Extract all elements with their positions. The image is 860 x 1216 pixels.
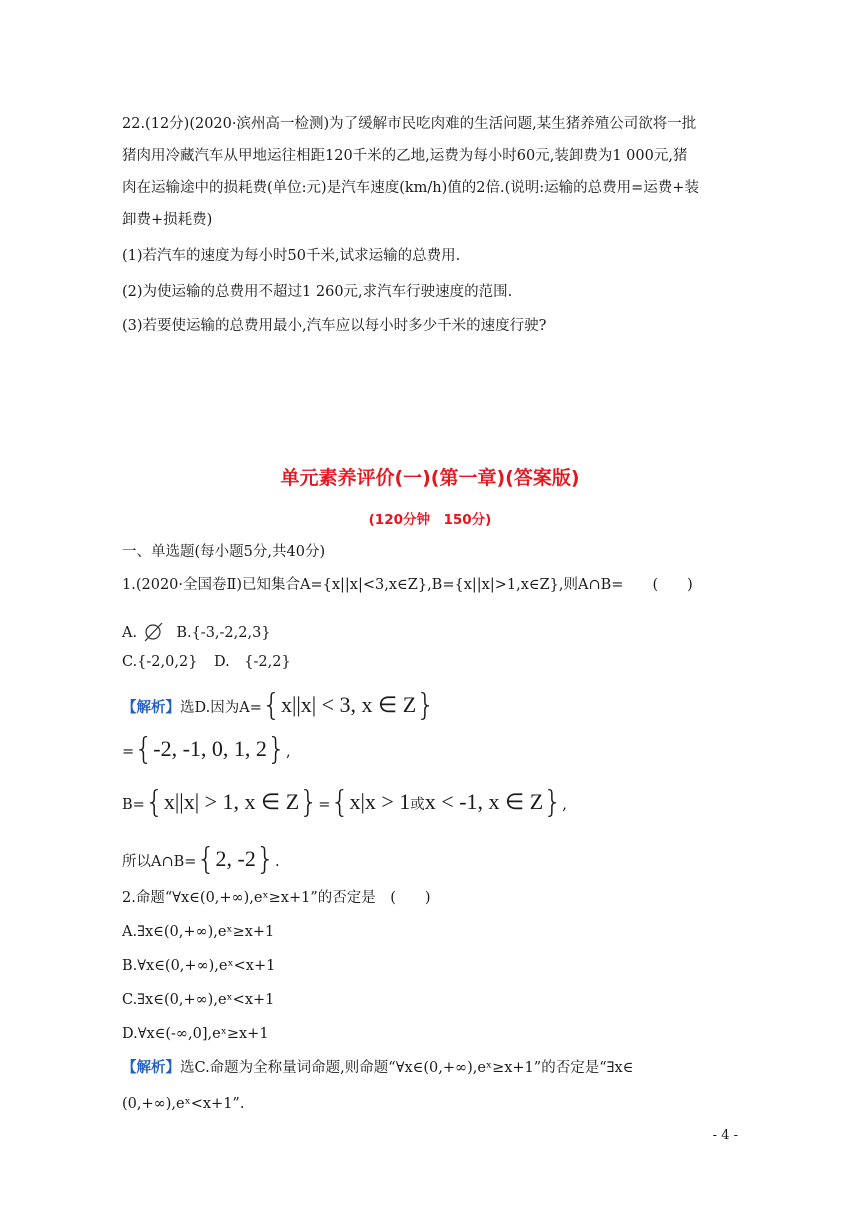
q22-part-1: (1)若汽车的速度为每小时50千米,试求运输的总费用. <box>122 248 461 264</box>
q1-option-c: C.{-2,0,2} <box>122 654 198 670</box>
analysis-tag: 【解析】 <box>122 1059 180 1076</box>
set-b-cond-2: x < -1, x ∈ Z <box>424 789 544 814</box>
q1-options-ab <box>122 621 271 643</box>
q1-option-d: D. {-2,2} <box>214 654 291 670</box>
set-a-expression: x||x| < 3, x ∈ Z <box>280 692 417 717</box>
q1-analysis-3: B={x||x| > 1, x ∈ Z}={x|x > 1或x < -1, x ∈ Z}, <box>122 785 567 820</box>
set-a-list: -2, -1, 0, 1, 2 <box>153 736 267 761</box>
q1-options-cd <box>122 652 291 672</box>
set-b-cond-1: x|x > 1 <box>349 789 411 814</box>
q1-analysis-2: ={-2, -1, 0, 1, 2}, <box>122 732 291 767</box>
intersection-result: 2, -2 <box>215 846 256 871</box>
analysis-tag: 【解析】 <box>122 699 180 716</box>
q22-line-3: 肉在运输途中的损耗费(单位:元)是汽车速度(km/h)值的2倍.(说明:运输的总费用=运费+装 <box>122 180 699 196</box>
page-subtitle: (120分钟 150分) <box>368 512 492 528</box>
q2-option-a: A.∃x∈(0,+∞),eˣ≥x+1 <box>122 924 275 940</box>
q22-line-2: 猪肉用冷藏汽车从甲地运往相距120千米的乙地,运费为每小时60元,装卸费为1 000元,猪 <box>122 148 688 164</box>
q2-analysis-1: 【解析】选C.命题为全称量词命题,则命题“∀x∈(0,+∞),eˣ≥x+1”的否定是“∃x∈ <box>122 1059 634 1076</box>
q22-part-3: (3)若要使运输的总费用最小,汽车应以每小时多少千米的速度行驶? <box>122 318 547 334</box>
section-heading: 一、单选题(每小题5分,共40分) <box>122 544 326 560</box>
q2-option-c: C.∃x∈(0,+∞),eˣ<x+1 <box>122 992 275 1008</box>
q22-part-2: (2)为使运输的总费用不超过1 260元,求汽车行驶速度的范围. <box>122 284 513 300</box>
analysis-lead: 选D.因为A= <box>180 700 262 716</box>
page-title: 单元素养评价(一)(第一章)(答案版) <box>280 467 580 489</box>
q2-stem: 2.命题“∀x∈(0,+∞),eˣ≥x+1”的否定是 ( ) <box>122 890 431 906</box>
page-number: - 4 - <box>712 1128 738 1143</box>
q1-stem: 1.(2020·全国卷Ⅱ)已知集合A={x||x|<3,x∈Z},B={x||x|>1,x∈Z},则A∩B= ( ) <box>122 577 693 593</box>
q1-option-b: B.{-3,-2,2,3} <box>176 625 271 641</box>
q2-option-d: D.∀x∈(-∞,0],eˣ≥x+1 <box>122 1026 269 1042</box>
q2-analysis-2: (0,+∞),eˣ<x+1”. <box>122 1096 245 1112</box>
q22-line-1: 22.(12分)(2020·滨州高一检测)为了缓解市民吃肉难的生活问题,某生猪养殖公司欲将一批 <box>122 116 697 132</box>
q1-analysis-1: 【解析】选D.因为A={x||x| < 3, x ∈ Z} <box>122 688 436 723</box>
q2-option-b: B.∀x∈(0,+∞),eˣ<x+1 <box>122 958 276 974</box>
empty-set-icon <box>142 621 166 643</box>
q22-line-4: 卸费+损耗费) <box>122 212 213 228</box>
set-b-expression: x||x| > 1, x ∈ Z <box>163 789 300 814</box>
q1-option-a: A. <box>122 625 138 641</box>
q1-analysis-4: 所以A∩B={2, -2}. <box>122 842 280 877</box>
